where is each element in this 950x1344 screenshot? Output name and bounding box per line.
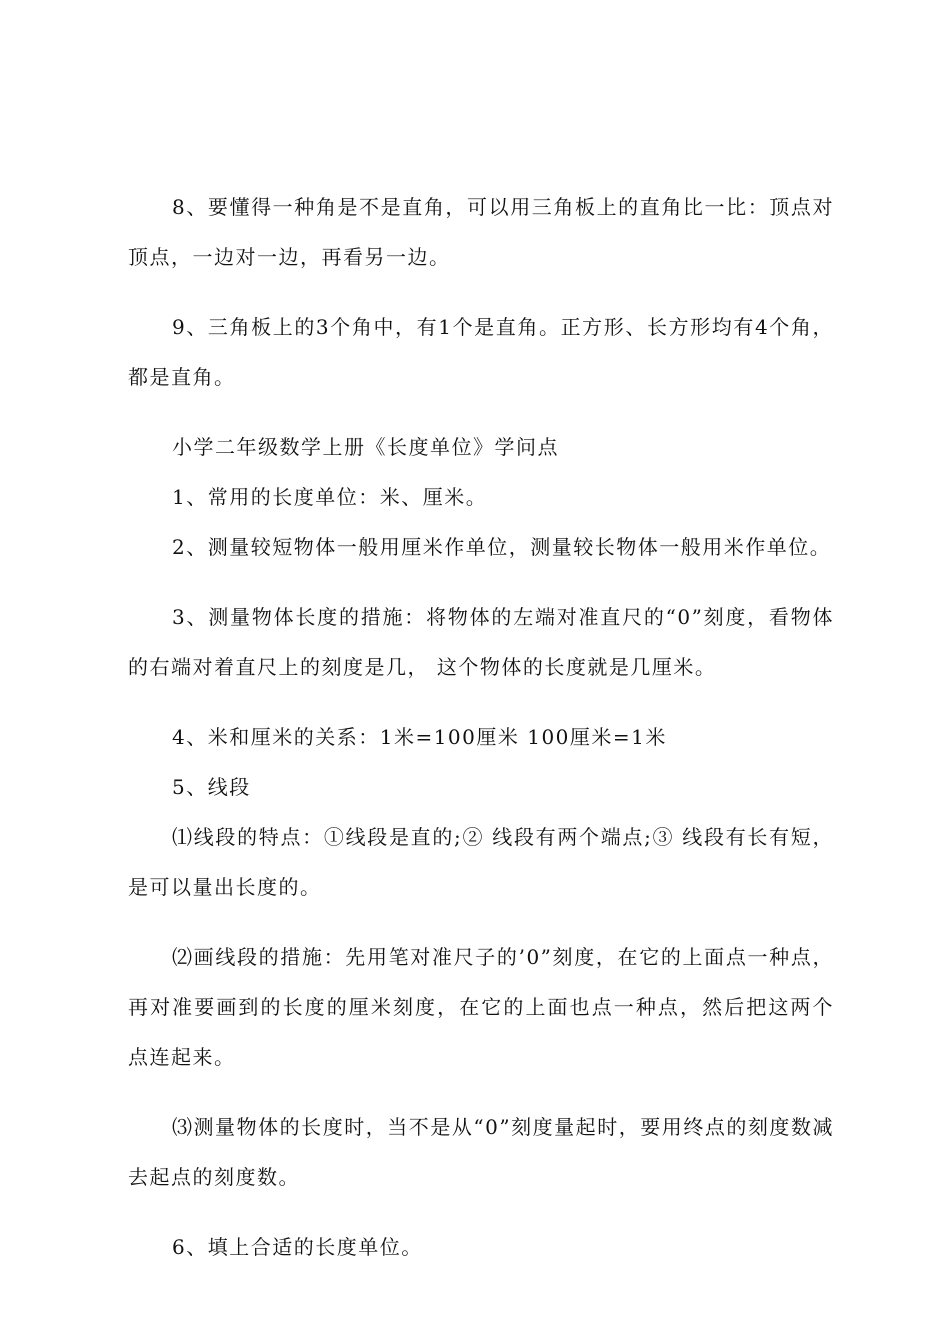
section-heading-length-units: 小学二年级数学上册《长度单位》学问点 [172,435,559,459]
paragraph-item-5-3: ⑶测量物体的长度时，当不是从“0”刻度量起时，要用终点的刻度数减去起点的刻度数。 [128,1115,834,1189]
paragraph-item-2: 2、测量较短物体一般用厘米作单位，测量较长物体一般用米作单位。 [172,535,832,559]
paragraph-item-8: 8、要懂得一种角是不是直角，可以用三角板上的直角比一比：顶点对顶点，一边对一边，再看另一边。 [128,195,834,269]
paragraph-item-6: 6、填上合适的长度单位。 [172,1235,423,1259]
paragraph-item-5-2: ⑵画线段的措施：先用笔对准尺子的’0”刻度，在它的上面点一种点，再对准要画到的长度的厘米刻度，在它的上面也点一种点，然后把这两个点连起来。 [128,945,834,1069]
paragraph-item-4: 4、米和厘米的关系：1米=100厘米 100厘米=1米 [172,725,667,749]
paragraph-item-1: 1、常用的长度单位：米、厘米。 [172,485,488,509]
document-body [128,182,834,1272]
paragraph-item-5-1: ⑴线段的特点：①线段是直的;② 线段有两个端点;③ 线段有长有短，是可以量出长度的。 [128,825,834,899]
paragraph-item-5: 5、线段 [172,775,251,799]
paragraph-item-9: 9、三角板上的3个角中，有1个是直角。正方形、长方形均有4个角，都是直角。 [128,315,834,389]
paragraph-item-3: 3、测量物体长度的措施：将物体的左端对准直尺的“0”刻度，看物体的右端对着直尺上的刻度是几， 这个物体的长度就是几厘米。 [128,605,834,679]
